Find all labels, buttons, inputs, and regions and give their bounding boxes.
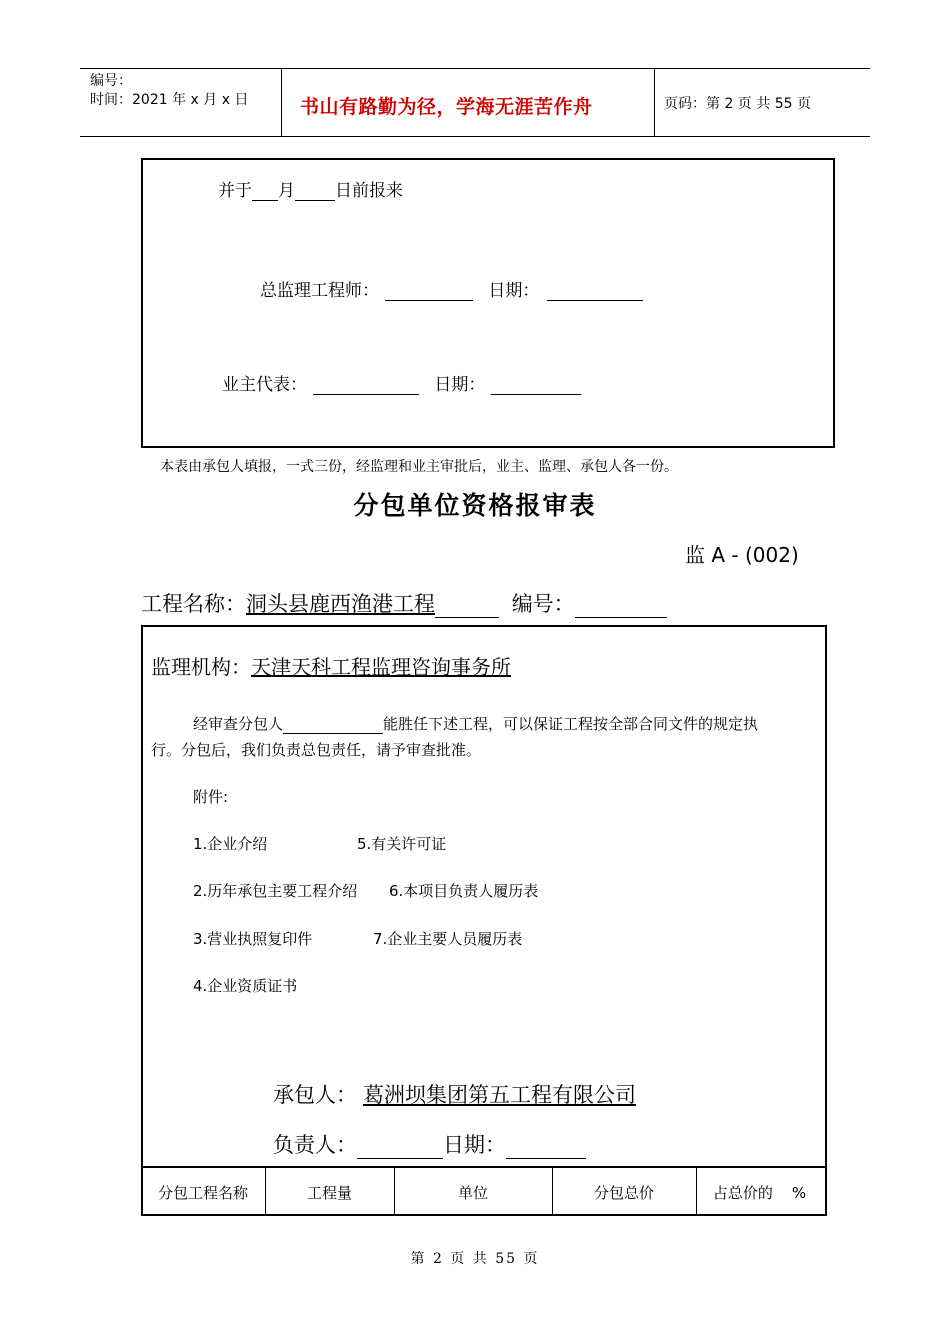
subcontractor-blank[interactable] — [283, 717, 383, 734]
owner-rep-signature-blank[interactable] — [313, 376, 419, 395]
responsible-date-label: 日期： — [443, 1133, 506, 1157]
attachments-label: 附件: — [193, 788, 229, 806]
month-blank[interactable] — [252, 182, 278, 201]
header-page-info: 页码：第 2 页 共 55 页 — [664, 96, 811, 112]
responsible-date-blank[interactable] — [506, 1136, 586, 1159]
header-motto: 书山有路勤为径，学海无涯苦作舟 — [300, 96, 593, 118]
para-part2: 能胜任下述工程，可以保证工程按全部合同文件的规定执 — [383, 715, 759, 733]
owner-rep-label: 业主代表： — [222, 375, 307, 395]
header-number-label: 编号： — [90, 73, 132, 89]
owner-rep-date-blank[interactable] — [491, 376, 581, 395]
header-top-rule — [80, 68, 870, 69]
contractor-label: 承包人： — [273, 1083, 357, 1107]
day-blank[interactable] — [295, 182, 335, 201]
table-header-cell: 分包工程名称 — [157, 1183, 248, 1202]
supervisor-line — [151, 651, 511, 680]
review-paragraph-line1 — [193, 713, 758, 734]
form-note: 本表由承包人填报，一式三份，经监理和业主审批后，业主、监理、承包人各一份。 — [160, 459, 678, 475]
chief-engineer-date-blank[interactable] — [547, 282, 643, 301]
project-underline — [435, 595, 499, 618]
project-number-blank[interactable] — [575, 595, 667, 618]
table-header-cell: 占总价的 % — [712, 1183, 807, 1202]
chief-engineer-signature-blank[interactable] — [385, 282, 473, 301]
review-paragraph-line2: 行。分包后，我们负责总包责任，请予审查批准。 — [151, 741, 482, 759]
chief-engineer-line — [260, 276, 643, 301]
attachment-item: 6.本项目负责人履历表 — [389, 882, 539, 900]
attachment-item: 5.有关许可证 — [357, 835, 447, 853]
attachment-item: 4.企业资质证书 — [193, 977, 298, 995]
project-value: 洞头县鹿西渔港工程 — [246, 592, 435, 616]
subcontract-table — [141, 1166, 827, 1216]
responsible-line — [273, 1129, 586, 1159]
supervisor-label: 监理机构： — [151, 655, 251, 679]
responsible-blank[interactable] — [357, 1136, 443, 1159]
form-code: 监 A - (002) — [685, 543, 799, 567]
attachment-item: 3.营业执照复印件 — [193, 930, 313, 948]
project-label: 工程名称： — [141, 592, 246, 616]
contractor-value: 葛洲坝集团第五工程有限公司 — [363, 1083, 636, 1107]
attachment-item: 1.企业介绍 — [193, 835, 268, 853]
deadline-month: 月 — [278, 181, 295, 201]
para-part1: 经审查分包人 — [193, 715, 284, 733]
owner-rep-date-label: 日期： — [434, 375, 486, 395]
attachment-item: 7.企业主要人员履历表 — [373, 930, 523, 948]
project-line — [141, 588, 667, 618]
supervisor-value: 天津天科工程监理咨询事务所 — [251, 655, 511, 679]
page-footer: 第 2 页 共 55 页 — [410, 1251, 540, 1267]
table-header-cell: 分包总价 — [593, 1183, 654, 1202]
table-header-cell: 工程量 — [306, 1183, 352, 1202]
header-divider — [654, 68, 655, 136]
table-header-cell: 单位 — [457, 1183, 488, 1202]
project-number-label: 编号： — [511, 592, 575, 616]
header-divider — [281, 68, 282, 136]
deadline-line — [218, 176, 403, 201]
attachment-item: 2.历年承包主要工程介绍 — [193, 882, 358, 900]
header-bottom-rule — [80, 136, 870, 137]
deadline-prefix: 并于 — [218, 181, 252, 201]
form-title: 分包单位资格报审表 — [353, 491, 597, 520]
chief-engineer-date-label: 日期： — [488, 281, 540, 301]
responsible-label: 负责人： — [273, 1133, 357, 1157]
contractor-line — [273, 1079, 636, 1109]
deadline-day: 日前报来 — [335, 181, 403, 201]
owner-rep-line — [222, 370, 581, 395]
chief-engineer-label: 总监理工程师： — [260, 281, 379, 301]
header-time-label: 时间：2021 年 x 月 x 日 — [90, 92, 249, 108]
review-box — [141, 158, 835, 448]
